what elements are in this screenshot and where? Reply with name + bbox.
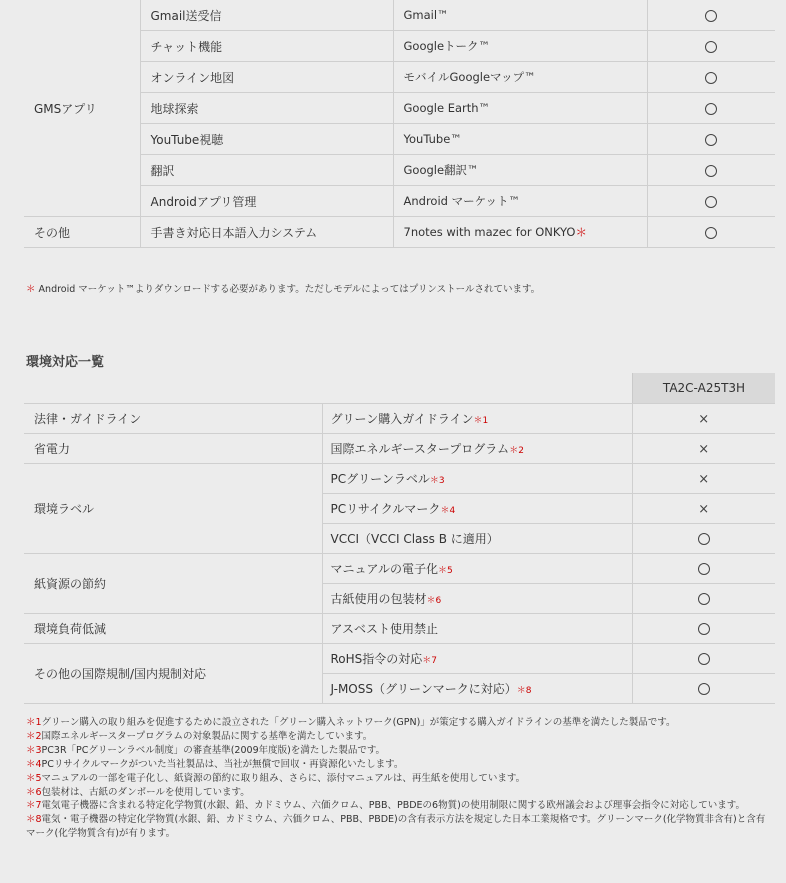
feature-cell: オンライン地図	[140, 62, 393, 93]
cross-icon: ×	[698, 411, 710, 427]
note-ref: ＊5	[438, 566, 453, 576]
note-ref: ＊4	[26, 758, 42, 770]
circle-icon	[698, 563, 710, 575]
note-ref: ＊6	[426, 596, 442, 606]
item-cell	[322, 614, 632, 644]
note-ref: ＊7	[422, 656, 438, 666]
apps-footnote-text: Android マーケット™よりダウンロードする必要があります。ただしモデルによってはプリンストールされています。	[38, 284, 541, 295]
footnote	[26, 813, 774, 841]
item-label: VCCI（VCCI Class B に適用）	[330, 532, 499, 546]
note-ref: ＊2	[509, 446, 524, 456]
circle-icon	[698, 593, 710, 605]
product-cell: YouTube™	[393, 124, 647, 155]
table-row	[24, 404, 775, 434]
category-cell: その他	[24, 217, 140, 248]
item-label: アスベスト使用禁止	[330, 622, 439, 636]
env-footnotes	[26, 716, 774, 841]
table-row	[24, 554, 775, 584]
support-mark-cell	[647, 31, 775, 62]
item-label: J-MOSS（グリーンマークに対応）	[330, 682, 517, 696]
cross-icon: ×	[698, 441, 710, 457]
item-cell	[322, 494, 632, 524]
item-label: PCグリーンラベル	[330, 472, 430, 486]
product-cell	[393, 217, 647, 248]
item-label: マニュアルの電子化	[330, 562, 439, 576]
note-ref: ＊8	[516, 686, 532, 696]
category-cell: 紙資源の節約	[24, 554, 322, 614]
product-cell: Googleトーク™	[393, 31, 647, 62]
footnote-text: 電気・電子機器の特定化学物質(水銀、鉛、カドミウム、六価クロム、PBB、PBDE)の含有表示方法を規定した日本工業規格です。グリーンマーク(化学物質非含有)と含有マーク(化学物質含有)が有ります。	[26, 814, 766, 840]
circle-icon	[705, 227, 717, 239]
feature-cell: 手書き対応日本語入力システム	[140, 217, 393, 248]
product-cell: Google Earth™	[393, 93, 647, 124]
feature-cell: チャット機能	[140, 31, 393, 62]
item-cell	[322, 404, 632, 434]
note-ref: ＊1	[26, 717, 42, 728]
table-row	[24, 464, 775, 494]
circle-icon	[705, 196, 717, 208]
table-row	[24, 434, 775, 464]
support-mark-cell	[632, 674, 775, 704]
item-cell	[322, 524, 632, 554]
support-mark-cell	[632, 584, 775, 614]
footnote-text: 包装材は、古紙のダンボールを使用しています。	[41, 786, 250, 798]
item-cell	[322, 554, 632, 584]
product-name: 7notes with mazec for ONKYO	[403, 225, 576, 239]
note-ref: ＊7	[26, 800, 42, 812]
table-row	[24, 644, 775, 674]
support-mark-cell	[647, 93, 775, 124]
note-star: ＊	[26, 284, 36, 295]
support-mark-cell	[632, 644, 775, 674]
item-label: RoHS指令の対応	[330, 652, 423, 666]
note-star: ＊	[575, 225, 587, 239]
support-mark-cell	[632, 464, 775, 494]
env-section-title: 環境対応一覧	[26, 355, 105, 370]
footnote-text: PCリサイクルマークがついた当社製品は、当社が無償で回収・再資源化いたします。	[41, 758, 404, 770]
support-mark-cell	[632, 614, 775, 644]
circle-icon	[705, 10, 717, 22]
feature-cell: Androidアプリ管理	[140, 186, 393, 217]
item-label: 国際エネルギースタープログラム	[330, 442, 510, 456]
note-ref: ＊3	[26, 744, 42, 756]
support-mark-cell	[632, 524, 775, 554]
product-cell: Gmail™	[393, 0, 647, 31]
support-mark-cell	[647, 217, 775, 248]
note-ref: ＊8	[26, 814, 42, 826]
support-mark-cell	[632, 404, 775, 434]
footnote	[26, 786, 774, 800]
circle-icon	[705, 72, 717, 84]
footnote	[26, 772, 774, 786]
support-mark-cell	[647, 124, 775, 155]
circle-icon	[698, 653, 710, 665]
model-column-header: TA2C-A25T3H	[632, 373, 775, 404]
note-ref: ＊3	[429, 476, 445, 486]
footnote	[26, 716, 774, 730]
item-cell	[322, 584, 632, 614]
circle-icon	[698, 683, 710, 695]
feature-cell: 地球探索	[140, 93, 393, 124]
circle-icon	[705, 103, 717, 115]
table-row	[24, 0, 775, 31]
category-cell: 省電力	[24, 434, 322, 464]
support-mark-cell	[632, 434, 775, 464]
feature-cell: Gmail送受信	[140, 0, 393, 31]
note-ref: ＊4	[440, 506, 456, 516]
item-label: グリーン購入ガイドライン	[330, 412, 474, 426]
footnote	[26, 744, 774, 758]
footnote-text: グリーン購入の取り組みを促進するために設立された「グリーン購入ネットワーク(GPN)」が策定する購入ガイドラインの基準を満たした製品です。	[41, 717, 676, 728]
item-cell	[322, 464, 632, 494]
item-label: PCリサイクルマーク	[330, 502, 441, 516]
feature-cell: YouTube視聴	[140, 124, 393, 155]
category-cell: その他の国際規制/国内規制対応	[24, 644, 322, 704]
footnote	[26, 730, 774, 744]
table-row	[24, 217, 775, 248]
footnote	[26, 758, 774, 772]
item-cell	[322, 644, 632, 674]
footnote-text: 国際エネルギースタープログラムの対象製品に関する基準を満たしています。	[41, 730, 373, 742]
feature-cell: 翻訳	[140, 155, 393, 186]
footnote-text: マニュアルの一部を電子化し、紙資源の節約に取り組み、さらに、添付マニュアルは、再生紙を使用しています。	[41, 772, 526, 784]
note-ref: ＊1	[473, 416, 489, 426]
product-cell: モバイルGoogleマップ™	[393, 62, 647, 93]
circle-icon	[698, 623, 710, 635]
support-mark-cell	[632, 554, 775, 584]
item-cell	[322, 434, 632, 464]
support-mark-cell	[647, 62, 775, 93]
footnote-text: PC3R「PCグリーンラベル制度」の審査基準(2009年度版)を満たした製品です。	[41, 744, 386, 756]
category-cell: GMSアプリ	[24, 0, 140, 217]
cross-icon: ×	[698, 501, 710, 517]
apps-table	[24, 0, 775, 248]
apps-footnote	[26, 281, 540, 295]
env-table	[24, 403, 775, 704]
category-cell: 環境ラベル	[24, 464, 322, 554]
category-cell: 法律・ガイドライン	[24, 404, 322, 434]
support-mark-cell	[632, 494, 775, 524]
note-ref: ＊5	[26, 772, 42, 784]
product-cell: Android マーケット™	[393, 186, 647, 217]
table-row	[24, 614, 775, 644]
note-ref: ＊6	[26, 786, 42, 798]
product-cell: Google翻訳™	[393, 155, 647, 186]
item-label: 古紙使用の包装材	[330, 592, 427, 606]
note-ref: ＊2	[26, 730, 42, 742]
circle-icon	[705, 165, 717, 177]
category-cell: 環境負荷低減	[24, 614, 322, 644]
circle-icon	[705, 41, 717, 53]
item-cell	[322, 674, 632, 704]
cross-icon: ×	[698, 471, 710, 487]
circle-icon	[705, 134, 717, 146]
support-mark-cell	[647, 186, 775, 217]
support-mark-cell	[647, 155, 775, 186]
footnote	[26, 799, 774, 813]
support-mark-cell	[647, 0, 775, 31]
circle-icon	[698, 533, 710, 545]
footnote-text: 電気電子機器に含まれる特定化学物質(水銀、鉛、カドミウム、六価クロム、PBB、PBDEの6物質)の使用制限に関する欧州議会および理事会指令に対応しています。	[41, 800, 746, 812]
